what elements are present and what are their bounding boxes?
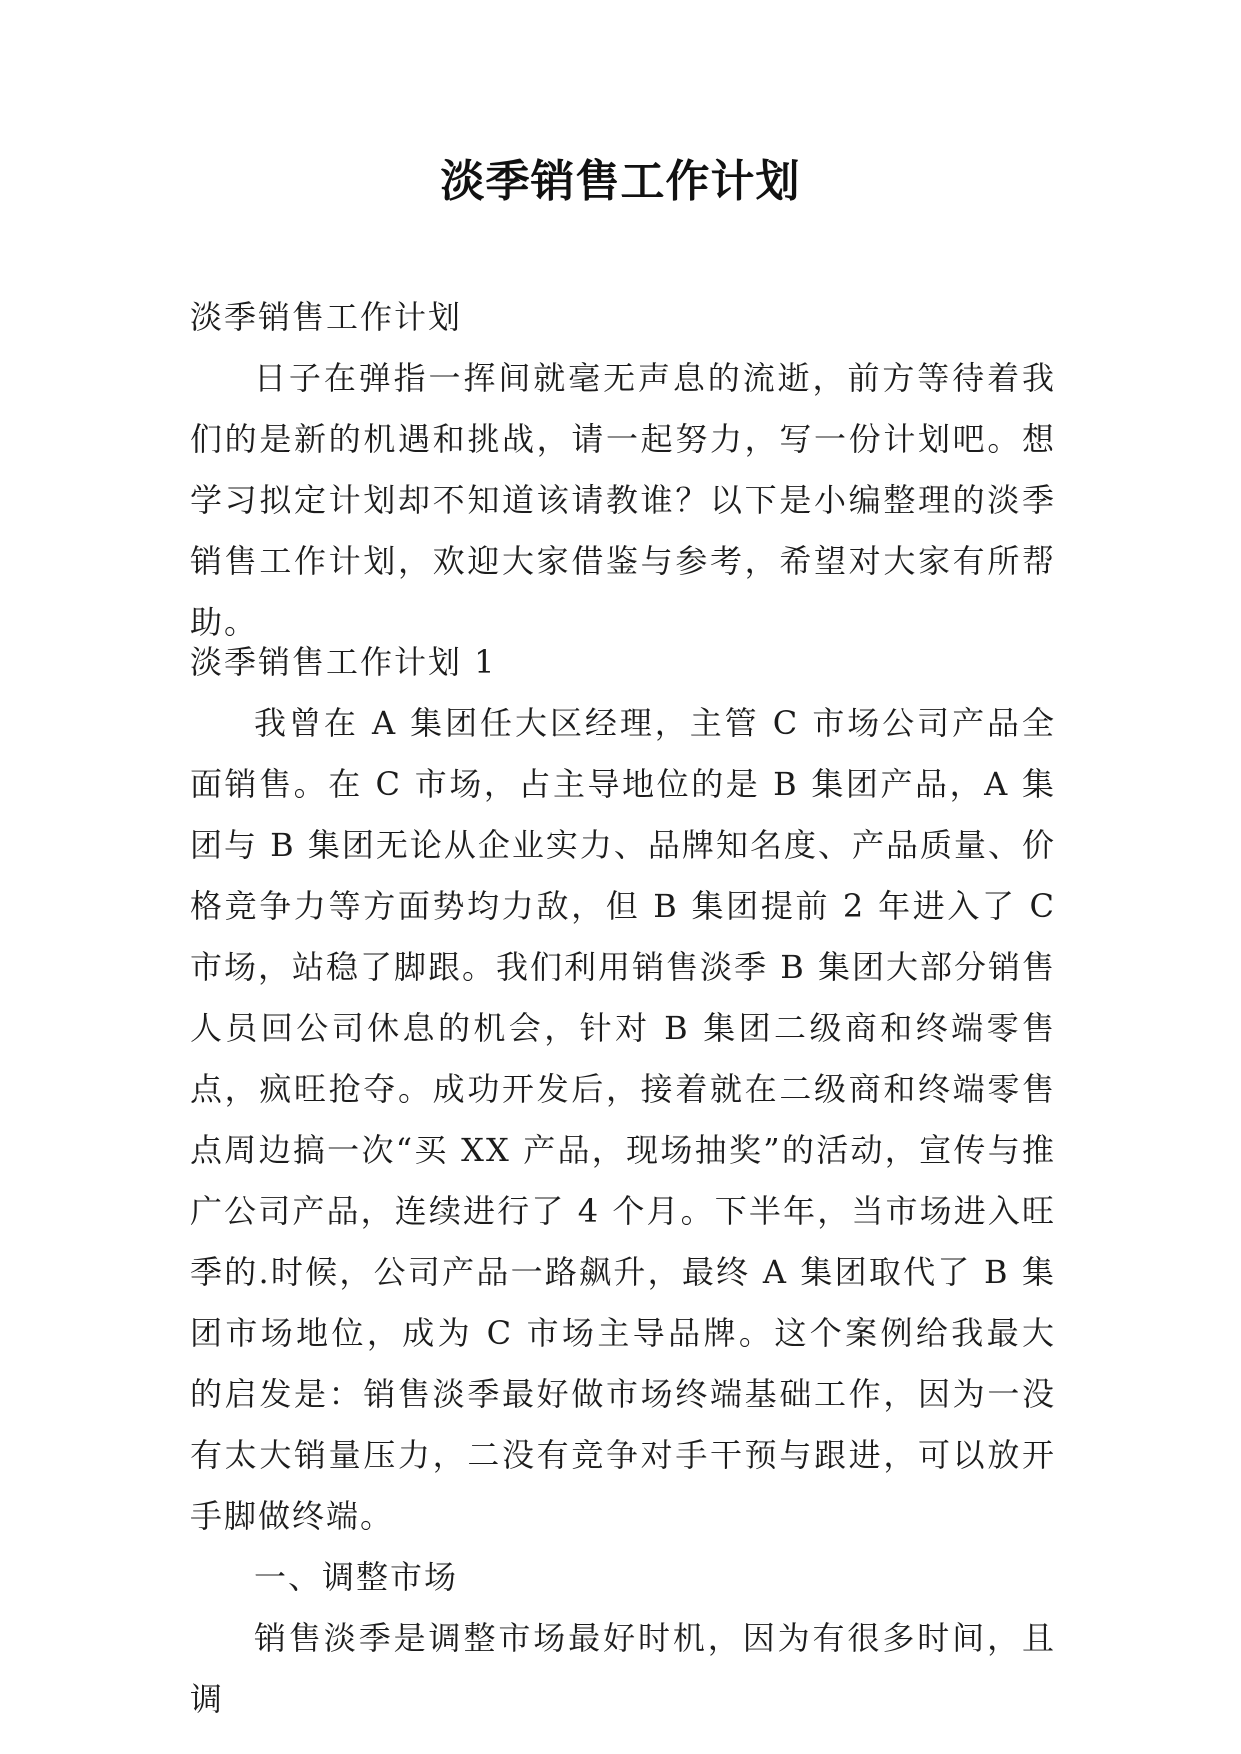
document-title: 淡季销售工作计划 <box>440 156 801 207</box>
intro-paragraph: 日子在弹指一挥间就毫无声息的流逝，前方等待着我们的是新的机遇和挑战，请一起努力，写一份计划吧。想学习拟定计划却不知道该请教谁？以下是小编整理的淡季销售工作计划，欢迎大家借鉴与参考，希望对大家有所帮助。 <box>190 359 1056 641</box>
section-heading: 淡季销售工作计划 1 <box>190 643 497 681</box>
adjust-market-paragraph: 销售淡季是调整市场最好时机，因为有很多时间，且调 <box>190 1619 1056 1718</box>
plan-section-1 <box>190 632 1056 1730</box>
case-paragraph: 我曾在 A 集团任大区经理，主管 C 市场公司产品全面销售。在 C 市场，占主导地位的是 B 集团产品，A 集团与 B 集团无论从企业实力、品牌知名度、产品质量、价格竞争力等方面势均力敌，但 B 集团提前 2 年进入了 C 市场，站稳了脚跟。我们利用销售淡季 B 集团大部分销售人员回公司休息的机会，针对 B 集团二级商和终端零售点，疯旺抢夺。成功开发后，接着就在二级商和终端零售点周边搞一次“买 XX 产品，现场抽奖”的活动，宣传与推广公司产品，连续进行了 4 个月。下半年，当市场进入旺季的.时候，公司产品一路飙升，最终 A 集团取代了 B 集团市场地位，成为 C 市场主导品牌。这个案例给我最大的启发是：销售淡季最好做市场终端基础工作，因为一没有太大销量压力，二没有竞争对手干预与跟进，可以放开手脚做终端。 <box>190 704 1056 1535</box>
intro-heading: 淡季销售工作计划 <box>190 298 463 336</box>
subheading-adjust-market: 一、调整市场 <box>254 1558 459 1596</box>
intro-section <box>190 287 1056 653</box>
